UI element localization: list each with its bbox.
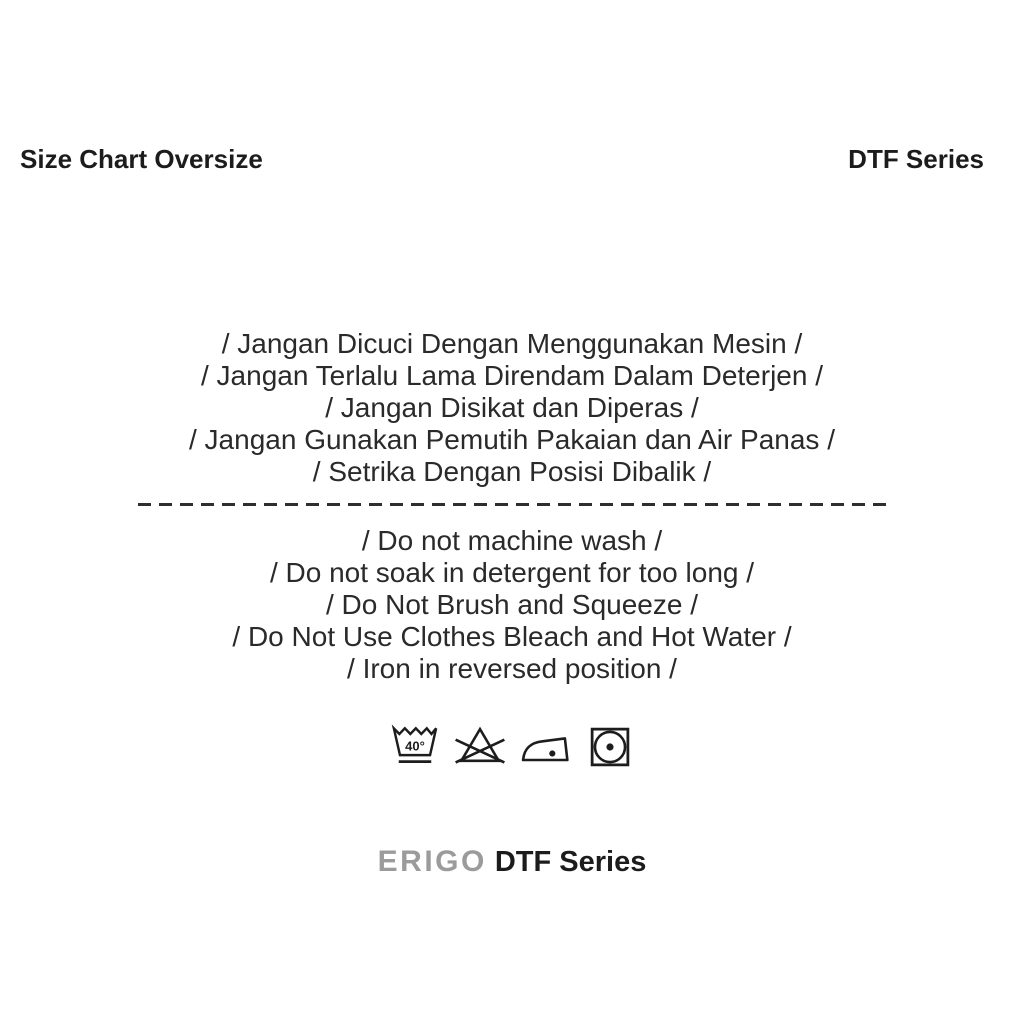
- page-title: Size Chart Oversize: [20, 144, 263, 174]
- brand-footer: [0, 847, 1024, 877]
- instruction-line: / Iron in reversed position /: [347, 653, 677, 684]
- iron-one-dot-icon: [519, 721, 571, 773]
- series-label: DTF Series: [848, 144, 984, 174]
- instruction-line: / Setrika Dengan Posisi Dibalik /: [312, 456, 712, 487]
- care-instructions-english: [0, 525, 1024, 685]
- dashed-divider: [138, 503, 886, 506]
- care-instructions-indonesian: [0, 328, 1024, 488]
- brand-logo: ERIGO: [377, 845, 487, 878]
- instruction-line: / Jangan Dicuci Dengan Menggunakan Mesin /: [221, 328, 803, 359]
- instruction-line: / Jangan Terlalu Lama Direndam Dalam Deterjen /: [200, 360, 823, 391]
- header: [0, 0, 1024, 172]
- instruction-line: / Do Not Brush and Squeeze /: [326, 589, 698, 620]
- care-symbols-row: [0, 721, 1024, 773]
- instruction-line: / Jangan Disikat dan Diperas /: [325, 392, 699, 423]
- wash-40-mild-icon: [389, 721, 441, 773]
- instruction-line: / Jangan Gunakan Pemutih Pakaian dan Air Panas /: [189, 424, 835, 455]
- tumble-dry-icon: [584, 721, 636, 773]
- brand-series-label: DTF Series: [494, 846, 647, 878]
- instruction-line: / Do Not Use Clothes Bleach and Hot Water /: [232, 621, 792, 652]
- wash-temperature-label: 40°: [404, 738, 425, 754]
- instruction-line: / Do not soak in detergent for too long /: [269, 557, 755, 588]
- do-not-bleach-icon: [454, 721, 506, 773]
- instruction-line: / Do not machine wash /: [361, 525, 663, 556]
